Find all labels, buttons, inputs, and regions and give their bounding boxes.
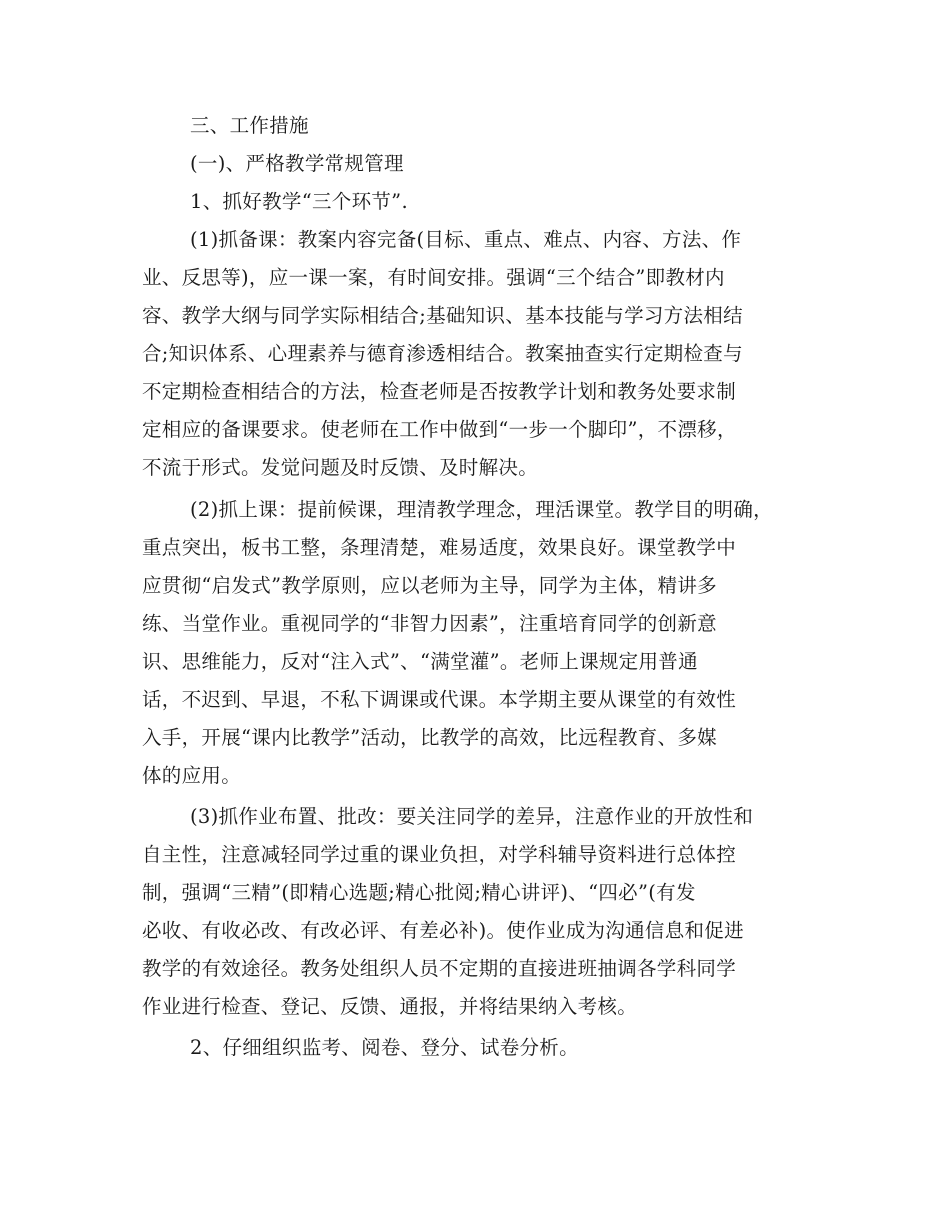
paragraph-line: 容、教学大纲与同学实际相结合;基础知识、基本技能与学习方法相结: [142, 304, 743, 327]
paragraph-line: 入手，开展“课内比教学”活动，比教学的高效，比远程教育、多媒: [142, 726, 717, 749]
paragraph-line: 不流于形式。发觉问题及时反馈、及时解决。: [142, 456, 539, 479]
paragraph-line: 作业进行检查、登记、反馈、通报，并将结果纳入考核。: [142, 995, 638, 1018]
paragraph-line: 应贯彻“启发式”教学原则，应以老师为主导，同学为主体，精讲多: [142, 574, 717, 597]
paragraph-line: 制，强调“三精”(即精心选题;精心批阅;精心讲评)、“四必”(有发: [142, 881, 696, 904]
item-heading: 1、抓好教学“三个环节”.: [190, 190, 408, 213]
subsection-heading: (一)、严格教学常规管理: [190, 152, 404, 175]
paragraph-line: 识、思维能力，反对“注入式”、“满堂灌”。老师上课规定用普通: [142, 650, 698, 673]
paragraph-line: 业、反思等)，应一课一案，有时间安排。强调“三个结合”即教材内: [142, 266, 725, 289]
section-heading: 三、工作措施: [190, 114, 309, 137]
paragraph-line: (2)抓上课：提前候课，理清教学理念，理活课堂。教学目的明确，: [190, 498, 773, 521]
paragraph-line: 话，不迟到、早退，不私下调课或代课。本学期主要从课堂的有效性: [142, 688, 737, 711]
item-heading: 2、仔细组织监考、阅卷、登分、试卷分析。: [190, 1036, 579, 1059]
paragraph-line: (1)抓备课：教案内容完备(目标、重点、难点、内容、方法、作: [190, 228, 742, 251]
paragraph-line: 定相应的备课要求。使老师在工作中做到“一步一个脚印”，不漂移，: [142, 418, 737, 441]
paragraph-line: 教学的有效途径。教务处组织人员不定期的直接进班抽调各学科同学: [142, 957, 737, 980]
paragraph-line: (3)抓作业布置、批改：要关注同学的差异，注意作业的开放性和: [190, 805, 754, 828]
paragraph-line: 自主性，注意减轻同学过重的课业负担，对学科辅导资料进行总体控: [142, 843, 737, 866]
paragraph-line: 合;知识体系、心理素养与德育渗透相结合。教案抽查实行定期检查与: [142, 342, 743, 365]
paragraph-line: 必收、有收必改、有改必评、有差必补)。使作业成为沟通信息和促进: [142, 919, 744, 942]
paragraph-line: 不定期检查相结合的方法，检查老师是否按教学计划和教务处要求制: [142, 380, 737, 403]
paragraph-line: 重点突出，板书工整，条理清楚，难易适度，效果良好。课堂教学中: [142, 536, 737, 559]
paragraph-line: 体的应用。: [142, 764, 242, 787]
paragraph-line: 练、当堂作业。重视同学的“非智力因素”，注重培育同学的创新意: [142, 612, 717, 635]
